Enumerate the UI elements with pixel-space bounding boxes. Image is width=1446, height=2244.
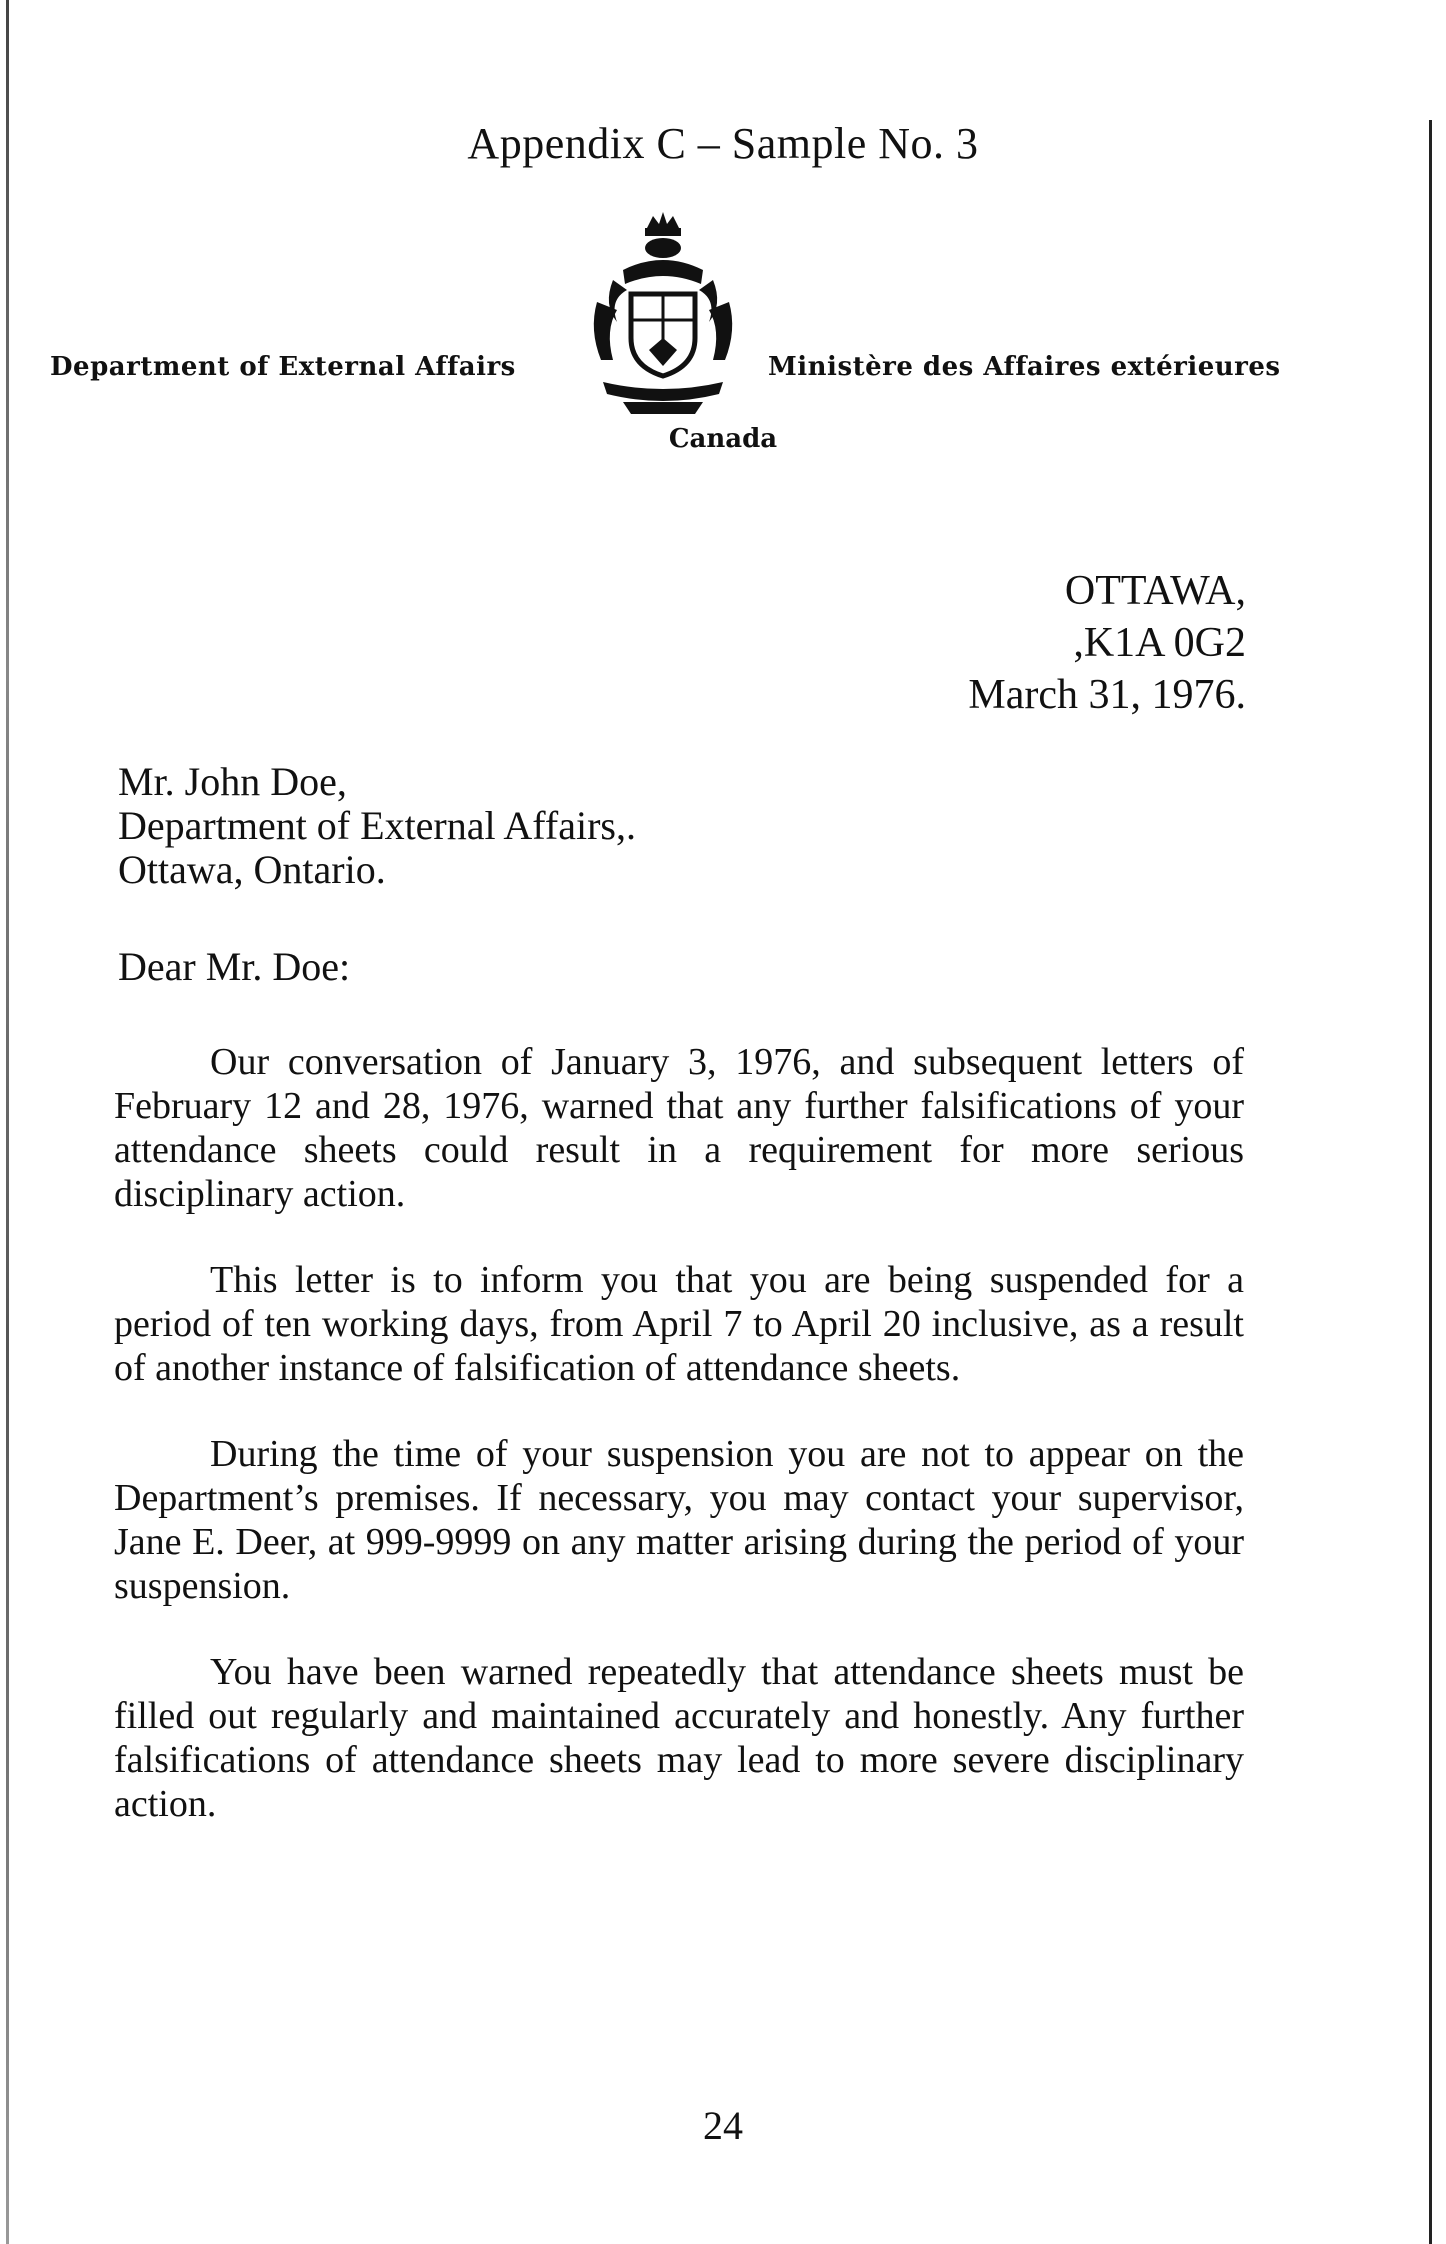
recipient-city: Ottawa, Ontario. <box>118 847 386 892</box>
sender-address <box>0 565 1246 721</box>
appendix-title: Appendix C – Sample No. 3 <box>467 119 979 168</box>
recipient-department: Department of External Affairs,. <box>118 803 636 848</box>
letterhead <box>0 210 1446 470</box>
address-city: OTTAWA, <box>1064 568 1246 614</box>
letterhead-country: Canada <box>668 424 778 454</box>
canada-coat-of-arms-icon <box>583 210 743 420</box>
letter-body <box>114 1040 1244 1868</box>
recipient-address <box>118 760 636 892</box>
page-number: 24 <box>703 2103 743 2148</box>
letterhead-department-fr: Ministère des Affaires extérieures <box>768 352 1281 382</box>
paragraph: Our conversation of January 3, 1976, and subsequent letters of February 12 and 28, 1976, warned that any further falsifications of your attendance sheets could result in a requirement for more serious disciplinary action. <box>114 1041 1244 1215</box>
paragraph: This letter is to inform you that you are being suspended for a period of ten working days, from April 7 to April 20 inclusive, as a result of another instance of falsification of attendance sheets. <box>114 1259 1244 1389</box>
salutation: Dear Mr. Doe: <box>118 944 351 989</box>
letter-date: March 31, 1976. <box>968 672 1246 718</box>
recipient-name: Mr. John Doe, <box>118 759 347 804</box>
letterhead-department-en: Department of External Affairs <box>50 352 516 382</box>
paragraph: You have been warned repeatedly that attendance sheets must be filled out regularly and maintained accurately and honestly. Any further falsifications of attendance sheets may lead to more severe disciplinary action. <box>114 1651 1244 1825</box>
paragraph: During the time of your suspension you are not to appear on the Department’s premises. If necessary, you may contact your supervisor, Jane E. Deer, at 999-9999 on any matter arising during the period of your suspension. <box>114 1433 1244 1607</box>
address-postal-code: ,K1A 0G2 <box>1073 620 1246 666</box>
